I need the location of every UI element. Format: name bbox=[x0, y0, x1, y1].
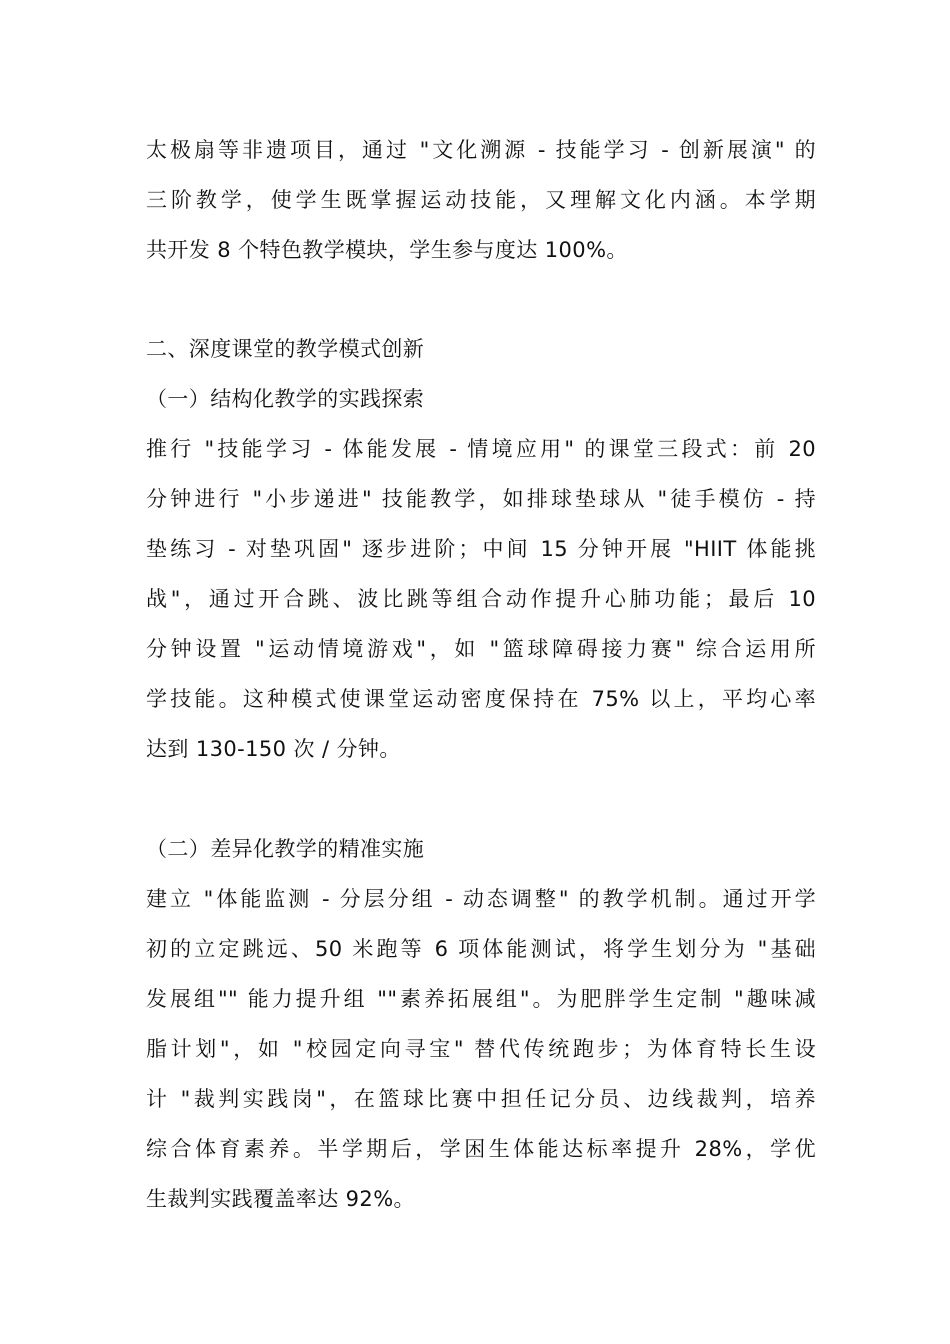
paragraph-line: 生裁判实践覆盖率达 92%。 bbox=[146, 1187, 415, 1211]
paragraph-line: 学技能。这种模式使课堂运动密度保持在 75% 以上，平均心率 bbox=[146, 687, 816, 711]
paragraph-line: 分钟设置 "运动情境游戏"，如 "篮球障碍接力赛" 综合运用所 bbox=[146, 637, 816, 661]
paragraph-line: 建立 "体能监测 - 分层分组 - 动态调整" 的教学机制。通过开学 bbox=[146, 887, 816, 911]
paragraph-line: 共开发 8 个特色教学模块，学生参与度达 100%。 bbox=[146, 238, 628, 262]
paragraph-line: 垫练习 - 对垫巩固" 逐步进阶；中间 15 分钟开展 "HIIT 体能挑 bbox=[146, 537, 816, 561]
paragraph-line: 脂计划"，如 "校园定向寻宝" 替代传统跑步；为体育特长生设 bbox=[146, 1037, 816, 1061]
paragraph-line: 达到 130-150 次 / 分钟。 bbox=[146, 737, 401, 761]
paragraph-line: 三阶教学，使学生既掌握运动技能，又理解文化内涵。本学期 bbox=[146, 188, 816, 212]
subsection-heading: （一）结构化教学的实践探索 bbox=[146, 387, 425, 411]
paragraph-line: 太极扇等非遗项目，通过 "文化溯源 - 技能学习 - 创新展演" 的 bbox=[146, 138, 816, 162]
paragraph-line: 综合体育素养。半学期后，学困生体能达标率提升 28%，学优 bbox=[146, 1137, 816, 1161]
paragraph-line: 分钟进行 "小步递进" 技能教学，如排球垫球从 "徒手模仿 - 持 bbox=[146, 487, 816, 511]
subsection-heading: （二）差异化教学的精准实施 bbox=[146, 837, 425, 861]
paragraph-line: 发展组"" 能力提升组 ""素养拓展组"。为肥胖学生定制 "趣味减 bbox=[146, 987, 816, 1011]
section-heading: 二、深度课堂的教学模式创新 bbox=[146, 337, 425, 361]
paragraph-line: 初的立定跳远、50 米跑等 6 项体能测试，将学生划分为 "基础 bbox=[146, 937, 816, 961]
paragraph-line: 推行 "技能学习 - 体能发展 - 情境应用" 的课堂三段式：前 20 bbox=[146, 437, 816, 461]
paragraph-line: 战"，通过开合跳、波比跳等组合动作提升心肺功能；最后 10 bbox=[146, 587, 816, 611]
paragraph-line: 计 "裁判实践岗"，在篮球比赛中担任记分员、边线裁判，培养 bbox=[146, 1087, 816, 1111]
